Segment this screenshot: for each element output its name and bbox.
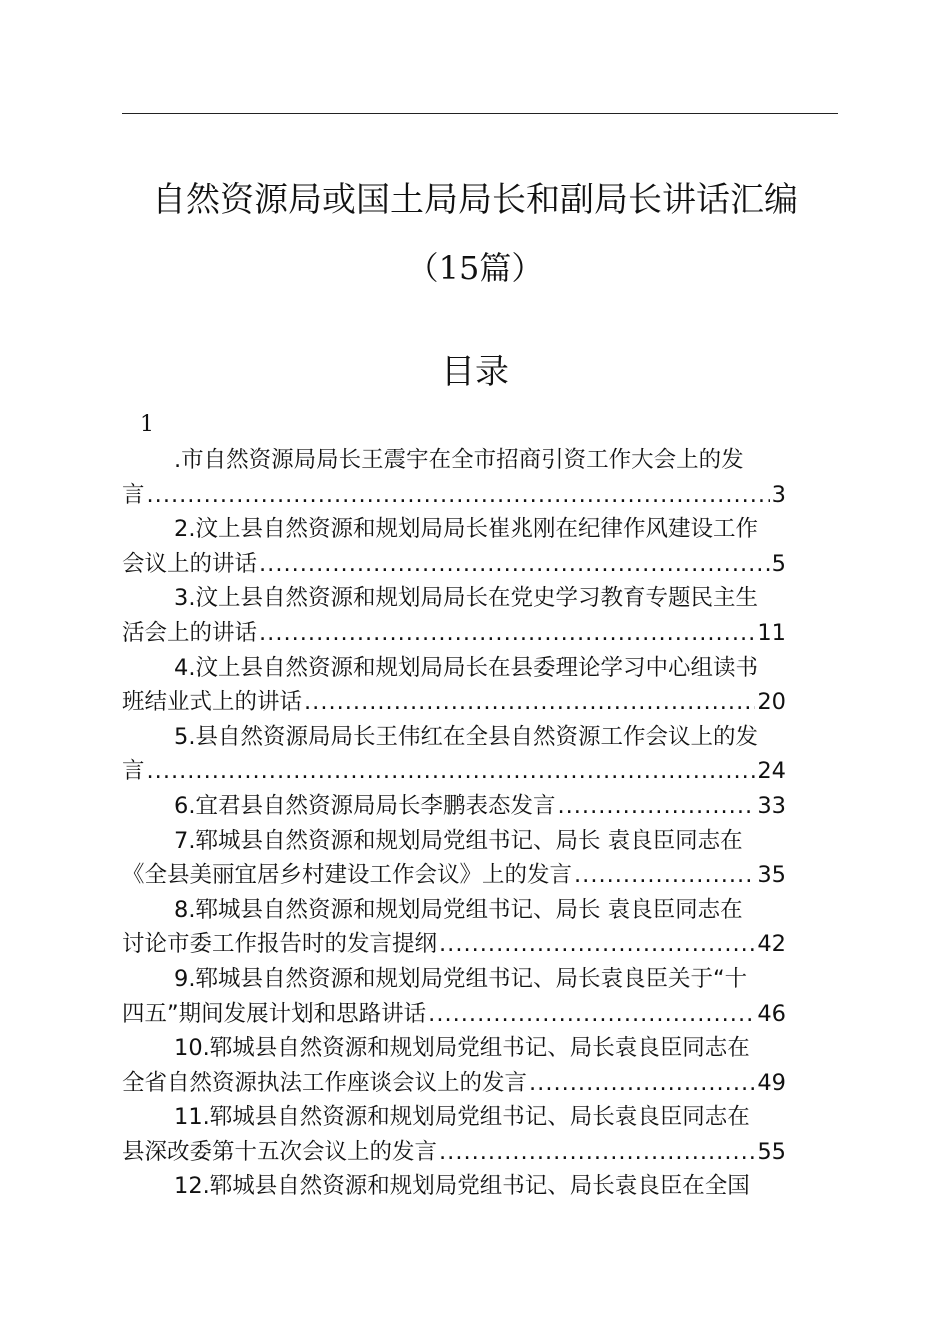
toc-entry[interactable] — [122, 651, 838, 720]
toc-stray-number: 1 — [140, 412, 154, 437]
toc-entry-tail: 县深改委第十五次会议上的发言 — [122, 1138, 438, 1165]
toc-entry-tail: 班结业式上的讲话 — [122, 689, 303, 716]
toc-leader-dots — [557, 789, 755, 824]
toc-page-number: 20 — [757, 689, 786, 716]
toc-entry[interactable] — [122, 962, 838, 1031]
document-title: 自然资源局或国土局局长和副局长讲话汇编 — [152, 180, 798, 220]
toc-leader-dots — [304, 685, 755, 720]
toc-entry-line2 — [122, 685, 838, 720]
toc-leader-dots — [259, 616, 755, 651]
toc-entry-tail: 《全县美丽宜居乡村建设工作会议》上的发言 — [122, 862, 573, 889]
toc-entry-line1: 10.郓城县自然资源和规划局党组书记、局长袁良臣同志在 — [174, 1035, 750, 1062]
toc-leader-dots — [259, 547, 770, 582]
toc-entry-line1: 3.汶上县自然资源和规划局局长在党史学习教育专题民主生 — [174, 585, 758, 612]
toc-leader-dots — [439, 1135, 755, 1170]
toc-list — [122, 443, 838, 1204]
toc-entry[interactable] — [122, 1100, 838, 1169]
toc-entry[interactable] — [122, 824, 838, 893]
toc-leader-dots — [529, 1066, 755, 1101]
toc-leader-dots — [428, 997, 755, 1032]
toc-entry-line1: 7.郓城县自然资源和规划局党组书记、局长 袁良臣同志在 — [174, 827, 743, 854]
toc-page-number: 11 — [757, 619, 786, 646]
toc-entry-tail: 会议上的讲话 — [122, 550, 258, 577]
toc-page-number: 49 — [757, 1069, 786, 1096]
toc-leader-dots — [439, 927, 755, 962]
toc-entry-line2 — [122, 927, 838, 962]
toc-entry-line1: 9.郓城县自然资源和规划局党组书记、局长袁良臣关于“十 — [174, 965, 748, 992]
toc-entry-line1: .市自然资源局局长王震宇在全市招商引资工作大会上的发 — [174, 447, 744, 473]
toc-entry-line1: 11.郓城县自然资源和规划局党组书记、局长袁良臣同志在 — [174, 1104, 750, 1131]
toc-entry-tail: 全省自然资源执法工作座谈会议上的发言 — [122, 1069, 528, 1096]
toc-entry-line2 — [122, 547, 838, 582]
toc-entry-line1: 2.汶上县自然资源和规划局局长崔兆刚在纪律作风建设工作 — [174, 516, 758, 543]
toc-entry[interactable] — [122, 512, 838, 581]
toc-entry[interactable] — [122, 1031, 838, 1100]
toc-entry[interactable] — [122, 443, 838, 512]
toc-page-number: 46 — [757, 1000, 786, 1027]
toc-leader-dots — [574, 858, 755, 893]
toc-leader-dots — [147, 754, 756, 789]
toc-page-number: 42 — [757, 931, 786, 958]
toc-page-number: 24 — [757, 758, 786, 785]
toc-entry-tail: 6.宜君县自然资源局局长李鹏表态发言 — [174, 792, 556, 819]
toc-entry-line2 — [122, 478, 838, 513]
toc-entry-line1: 5.县自然资源局局长王伟红在全县自然资源工作会议上的发 — [174, 723, 758, 750]
toc-entry-line2 — [122, 616, 838, 651]
toc-entry-line1: 8.郓城县自然资源和规划局党组书记、局长 袁良臣同志在 — [174, 896, 743, 923]
toc-heading: 目录 — [441, 352, 509, 392]
document-subtitle — [0, 244, 950, 292]
toc-entry[interactable] — [122, 893, 838, 962]
toc-leader-dots — [147, 478, 770, 513]
toc-page-number: 55 — [757, 1138, 786, 1165]
toc-entry-line1: 12.郓城县自然资源和规划局党组书记、局长袁良臣在全国 — [174, 1173, 750, 1200]
toc-page-number: 5 — [771, 550, 786, 577]
toc-entry[interactable] — [122, 720, 838, 789]
subtitle-open-paren: （ — [406, 249, 439, 287]
toc-entry-line2 — [122, 1066, 838, 1101]
toc-page-number: 35 — [757, 862, 786, 889]
header-rule — [122, 113, 838, 114]
toc-entry-line2 — [122, 754, 838, 789]
toc-entry-line2 — [122, 1135, 838, 1170]
toc-entry-tail: 四五”期间发展计划和思路讲话 — [122, 1000, 427, 1027]
toc-page-number: 3 — [771, 481, 786, 508]
toc-entry-line1: 4.汶上县自然资源和规划局局长在县委理论学习中心组读书 — [174, 654, 758, 681]
toc-entry-line2 — [122, 789, 838, 824]
subtitle-unit: 篇） — [479, 249, 544, 287]
toc-entry[interactable] — [122, 1169, 838, 1204]
toc-entry-tail: 讨论市委工作报告时的发言提纲 — [122, 931, 438, 958]
toc-entry-line2 — [122, 858, 838, 893]
toc-entry[interactable] — [122, 789, 838, 824]
toc-entry-tail: 言 — [122, 758, 145, 785]
toc-entry-tail: 活会上的讲话 — [122, 619, 258, 646]
toc-entry-tail: 言 — [122, 481, 145, 508]
toc-entry-line2 — [122, 997, 838, 1032]
subtitle-count: 15 — [438, 249, 480, 287]
toc-entry[interactable] — [122, 581, 838, 650]
toc-page-number: 33 — [757, 792, 786, 819]
